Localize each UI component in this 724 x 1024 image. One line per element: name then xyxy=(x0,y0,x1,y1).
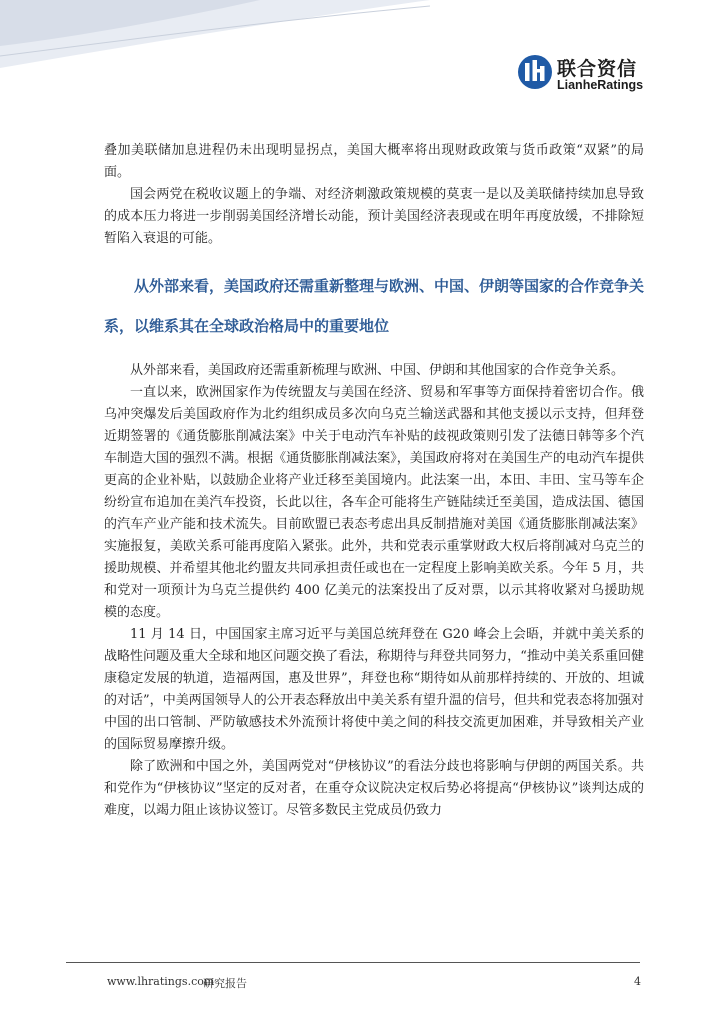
paragraph-2: 国会两党在税收议题上的争端、对经济刺激政策规模的莫衷一是以及美联储持续加息导致的成本压力将进一步削弱美国经济增长动能，预计美国经济表现或在明年再度放缓，不排除短暂陷入衰退的可能。 xyxy=(104,187,644,246)
lianhe-logo-icon xyxy=(517,54,553,90)
footer-report-label: 研究报告 xyxy=(203,977,247,990)
logo-english-name: LianheRatings xyxy=(557,78,644,92)
corner-decoration xyxy=(0,0,430,90)
footer-website-link[interactable]: www.lhratings.com xyxy=(107,975,215,988)
paragraph-6: 除了欧洲和中国之外，美国两党对“伊核协议”的看法分歧也将影响与伊朗的两国关系。共和党作为“伊核协议”坚定的反对者，在重夺众议院决定权后势必将提高“伊核协议”谈判达成的难度，以竭力阻止该协议签订。尽管多数民主党成员仍致力 xyxy=(104,759,644,818)
report-body xyxy=(104,140,644,822)
paragraph-4: 一直以来，欧洲国家作为传统盟友与美国在经济、贸易和军事等方面保持着密切合作。俄乌冲突爆发后美国政府作为北约组织成员多次向乌克兰输送武器和其他支援以示支持，但拜登近期签署的《通货膨胀削减法案》中关于电动汽车补贴的歧视政策则引发了法德日韩等多个汽车制造大国的强烈不满。根据《通货膨胀削减法案》，美国政府将对在美国生产的电动汽车提供更高的企业补贴，以鼓励企业将产业迁移至美国境内。此法案一出，本田、丰田、宝马等车企纷纷宣布追加在美汽车投资，长此以往，各车企可能将生产链陆续迁至美国，造成法国、德国的汽车产业产能和技术流失。目前欧盟已表态考虑出具反制措施对美国《通货膨胀削减法案》实施报复，美欧关系可能再度陷入紧张。此外，共和党表示重掌财政大权后将削减对乌克兰的援助规模、并希望其他北约盟友共同承担责任或也在一定程度上影响美欧关系。今年 5 月，共和党对一项预计为乌克兰提供约 400 亿美元的法案投出了反对票，以示其将收紧对乌援助规模的态度。 xyxy=(104,385,644,620)
logo-chinese-name: 联合资信 xyxy=(557,58,638,80)
page-number: 4 xyxy=(634,975,641,988)
paragraph-5: 11 月 14 日，中国国家主席习近平与美国总统拜登在 G20 峰会上会晤，并就中美关系的战略性问题及重大全球和地区问题交换了看法，称期待与拜登共同努力，“推动中美关系重回健康稳定发展的轨道，造福两国，惠及世界”，拜登也称“期待如从前那样持续的、开放的、坦诚的对话”，中美两国领导人的公开表态释放出中美关系有望升温的信号，但共和党表态将加强对中国的出口管制、严防敏感技术外流预计将使中美之间的科技交流更加困难，并导致相关产业的国际贸易摩擦升级。 xyxy=(104,627,644,752)
footer-divider xyxy=(66,962,640,963)
paragraph-3: 从外部来看，美国政府还需重新梳理与欧洲、中国、伊朗和其他国家的合作竞争关系。 xyxy=(130,363,625,378)
section-heading: 从外部来看，美国政府还需重新整理与欧洲、中国、伊朗等国家的合作竞争关系，以维系其在全球政治格局中的重要地位 xyxy=(104,277,645,335)
paragraph-1: 叠加美联储加息进程仍未出现明显拐点，美国大概率将出现财政政策与货币政策“双紧”的局面。 xyxy=(104,143,644,180)
company-logo xyxy=(517,54,677,98)
